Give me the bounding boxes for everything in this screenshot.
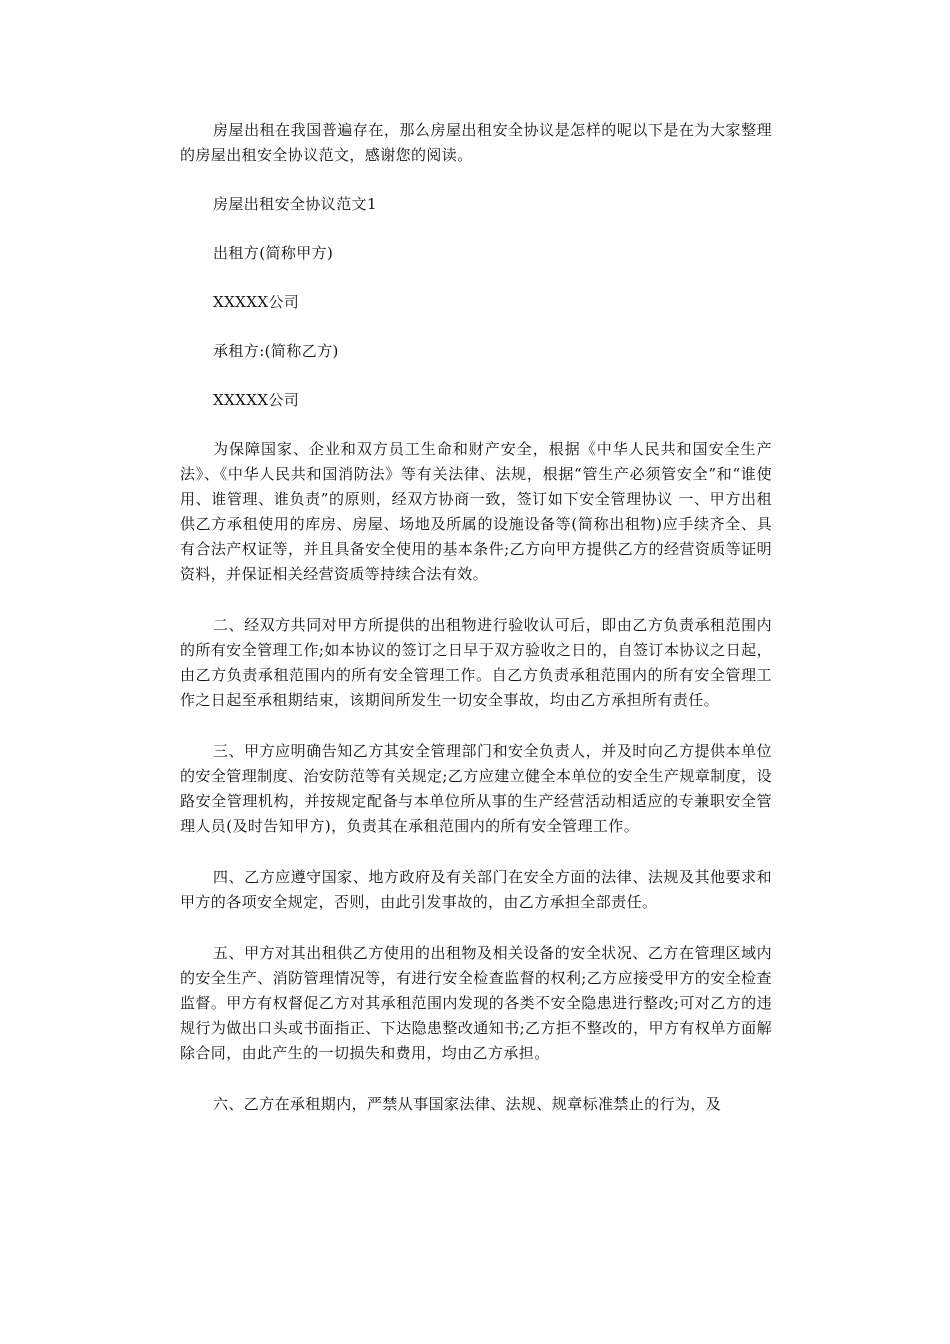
clause-6: 六、乙方在承租期内，严禁从事国家法律、法规、规章标准禁止的行为，及 <box>213 1095 722 1113</box>
clause-preamble-and-1: 为保障国家、企业和双方员工生命和财产安全，根据《中华人民共和国安全生产法》、《中华人民共和国消防法》等有关法律、法规，根据“管生产必须管安全”和“谁使用、谁管理、谁负责”的原则，经双方协商一致，签订如下安全管理协议 一、甲方出租供乙方承租使用的库房、房屋、场地及所属的设施设备等(简称出租物)应手续齐全、具有合法产权证等，并且具备安全使用的基本条件;乙方向甲方提供乙方的经营资质等证明资料，并保证相关经营资质等持续合法有效。 <box>180 440 772 583</box>
clause-3: 三、甲方应明确告知乙方其安全管理部门和安全负责人，并及时向乙方提供本单位的安全管理制度、治安防范等有关规定;乙方应建立健全本单位的安全生产规章制度，设路安全管理机构，并按规定配备与本单位所从事的生产经营活动相适应的专兼职安全管理人员(及时告知甲方)，负责其在承租范围内的所有安全管理工作。 <box>180 742 772 835</box>
intro-paragraph: 房屋出租在我国普遍存在，那么房屋出租安全协议是怎样的呢以下是在为大家整理的房屋出租安全协议范文，感谢您的阅读。 <box>180 121 772 164</box>
clause-4: 四、乙方应遵守国家、地方政府及有关部门在安全方面的法律、法规及其他要求和甲方的各项安全规定，否则，由此引发事故的，由乙方承担全部责任。 <box>180 868 772 911</box>
document-body <box>180 118 772 1117</box>
lessor-label: 出租方(简称甲方) <box>213 244 334 262</box>
section-title: 房屋出租安全协议范文1 <box>213 195 377 213</box>
lessor-name: XXXXX公司 <box>213 293 300 311</box>
clause-5: 五、甲方对其出租供乙方使用的出租物及相关设备的安全状况、乙方在管理区域内的安全生产、消防管理情况等，有进行安全检查监督的权利;乙方应接受甲方的安全检查监督。甲方有权督促乙方对其承租范围内发现的各类不安全隐患进行整改;可对乙方的违规行为做出口头或书面指正、下达隐患整改通知书;乙方拒不整改的，甲方有权单方面解除合同，由此产生的一切损失和费用，均由乙方承担。 <box>180 944 772 1062</box>
lessee-label: 承租方:(简称乙方) <box>213 342 339 360</box>
lessee-name: XXXXX公司 <box>213 391 300 409</box>
clause-2: 二、经双方共同对甲方所提供的出租物进行验收认可后，即由乙方负责承租范围内的所有安全管理工作;如本协议的签订之日早于双方验收之日的，自签订本协议之日起，由乙方负责承租范围内的所有安全管理工作。自乙方负责承租范围内的所有安全管理工作之日起至承租期结束，该期间所发生一切安全事故，均由乙方承担所有责任。 <box>180 616 772 709</box>
